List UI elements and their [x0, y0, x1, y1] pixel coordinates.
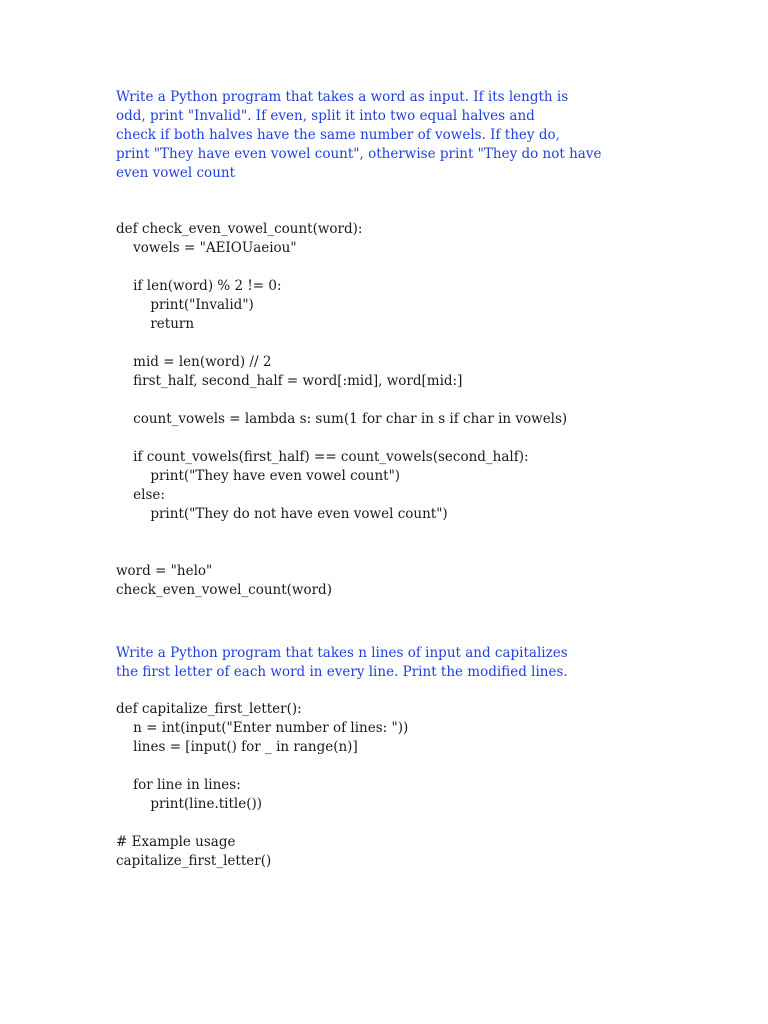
code-line: return	[116, 316, 195, 332]
prompt-line: Write a Python program that takes n lines of input and capitalizes	[116, 645, 568, 661]
prompt-line: Write a Python program that takes a word as input. If its length is	[116, 89, 569, 105]
code-line: print("They do not have even vowel count")	[116, 506, 448, 522]
code-line: count_vowels = lambda s: sum(1 for char in s if char in vowels)	[116, 411, 568, 427]
code-line: # Example usage	[116, 834, 236, 850]
code-line: if len(word) % 2 != 0:	[116, 278, 282, 294]
code-line: check_even_vowel_count(word)	[116, 582, 332, 598]
code-line: capitalize_first_letter()	[116, 853, 272, 869]
prompt-line: check if both halves have the same number of vowels. If they do,	[116, 127, 560, 143]
code-line: else:	[116, 487, 165, 503]
code-line: first_half, second_half = word[:mid], word[mid:]	[116, 373, 463, 389]
code-line: def check_even_vowel_count(word):	[116, 221, 363, 237]
prompt-line: the first letter of each word in every line. Print the modified lines.	[116, 664, 568, 680]
code-line: vowels = "AEIOUaeiou"	[116, 240, 297, 256]
prompt-line: print "They have even vowel count", otherwise print "They do not have	[116, 146, 602, 162]
code-line: if count_vowels(first_half) == count_vowels(second_half):	[116, 449, 529, 465]
code-line: print(line.title())	[116, 796, 263, 812]
code-line: lines = [input() for _ in range(n)]	[116, 739, 358, 755]
code-line: print("Invalid")	[116, 297, 254, 313]
code-line: n = int(input("Enter number of lines: "))	[116, 720, 409, 736]
prompt-line: even vowel count	[116, 165, 236, 181]
code-line: def capitalize_first_letter():	[116, 701, 302, 717]
code-line: print("They have even vowel count")	[116, 468, 401, 484]
code-line: for line in lines:	[116, 777, 241, 793]
code-line: word = "helo"	[116, 563, 213, 579]
code-line: mid = len(word) // 2	[116, 354, 272, 370]
prompt-line: odd, print "Invalid". If even, split it into two equal halves and	[116, 108, 535, 124]
